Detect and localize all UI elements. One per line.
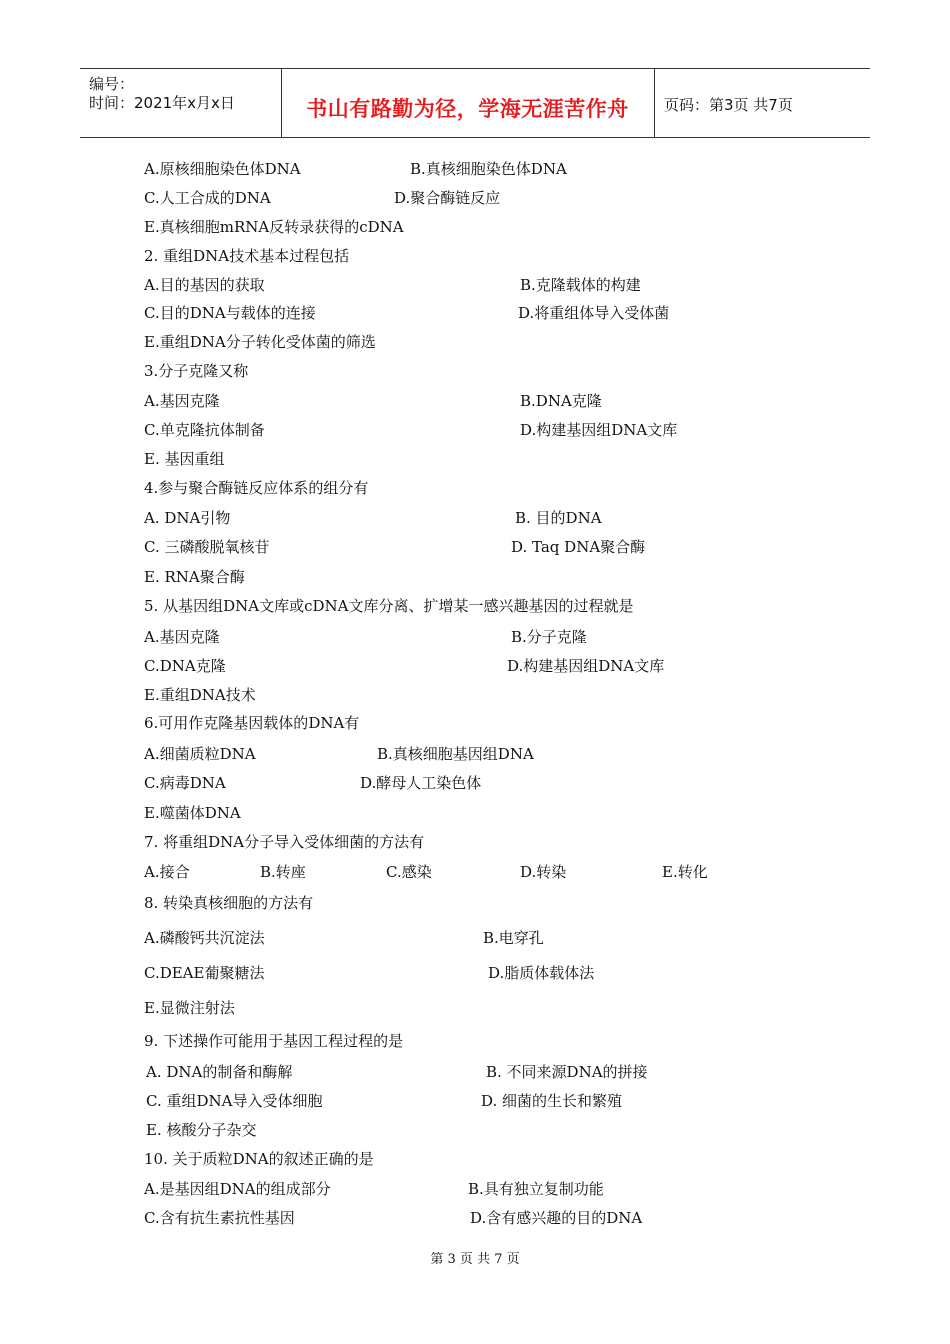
q1-option-c: C.人工合成的DNA: [144, 189, 271, 207]
q4-option-d: D. Taq DNA聚合酶: [511, 538, 646, 556]
q1-option-d: D.聚合酶链反应: [394, 189, 501, 207]
q7-option-b: B.转座: [260, 863, 306, 881]
q1-option-a: A.原核细胞染色体DNA: [144, 160, 301, 178]
q5-stem: 5. 从基因组DNA文库或cDNA文库分离、扩增某一感兴趣基因的过程就是: [144, 597, 634, 615]
q10-stem: 10. 关于质粒DNA的叙述正确的是: [144, 1150, 374, 1168]
q3-option-e: E. 基因重组: [144, 450, 225, 468]
q5-option-c: C.DNA克隆: [144, 657, 226, 675]
q9-option-d: D. 细菌的生长和繁殖: [481, 1092, 623, 1110]
q6-option-c: C.病毒DNA: [144, 774, 226, 792]
q10-option-d: D.含有感兴趣的目的DNA: [470, 1209, 643, 1227]
q5-option-b: B.分子克隆: [511, 628, 587, 646]
q3-option-c: C.单克隆抗体制备: [144, 421, 265, 439]
q6-option-b: B.真核细胞基因组DNA: [377, 745, 534, 763]
q10-option-b: B.具有独立复制功能: [468, 1180, 604, 1198]
q3-option-d: D.构建基因组DNA文库: [520, 421, 678, 439]
q2-option-b: B.克隆载体的构建: [520, 276, 641, 294]
page-number-label: 页码：第3页 共7页: [664, 96, 793, 114]
q1-option-e: E.真核细胞mRNA反转录获得的cDNA: [144, 218, 404, 236]
q7-option-a: A.接合: [144, 863, 190, 881]
page-footer: 第 3 页 共 7 页: [430, 1252, 520, 1267]
q9-option-c: C. 重组DNA导入受体细胞: [146, 1092, 323, 1110]
q6-option-d: D.酵母人工染色体: [360, 774, 482, 792]
q6-stem: 6.可用作克隆基因载体的DNA有: [144, 714, 360, 732]
header-middle-cell: [281, 69, 655, 137]
q3-option-b: B.DNA克隆: [520, 392, 602, 410]
q8-option-d: D.脂质体载体法: [488, 964, 595, 982]
q3-option-a: A.基因克隆: [144, 392, 220, 410]
q4-option-c: C. 三磷酸脱氧核苷: [144, 538, 270, 556]
q1-option-b: B.真核细胞染色体DNA: [410, 160, 567, 178]
page-header: [80, 68, 870, 138]
header-right-cell: [655, 69, 870, 137]
q4-option-e: E. RNA聚合酶: [144, 568, 245, 586]
q8-option-b: B.电穿孔: [483, 929, 544, 947]
q10-option-c: C.含有抗生素抗性基因: [144, 1209, 295, 1227]
q9-option-a: A. DNA的制备和酶解: [146, 1063, 293, 1081]
motto-text: 书山有路勤为径，学海无涯苦作舟: [306, 97, 629, 121]
q9-stem: 9. 下述操作可能用于基因工程过程的是: [144, 1032, 404, 1050]
q2-option-c: C.目的DNA与载体的连接: [144, 304, 316, 322]
q7-option-e: E.转化: [662, 863, 708, 881]
q10-option-a: A.是基因组DNA的组成部分: [144, 1180, 331, 1198]
q2-option-e: E.重组DNA分子转化受体菌的筛选: [144, 333, 376, 351]
q5-option-d: D.构建基因组DNA文库: [507, 657, 665, 675]
q9-option-b: B. 不同来源DNA的拼接: [486, 1063, 648, 1081]
q2-stem: 2. 重组DNA技术基本过程包括: [144, 247, 350, 265]
q7-stem: 7. 将重组DNA分子导入受体细菌的方法有: [144, 833, 425, 851]
q6-option-e: E.噬菌体DNA: [144, 804, 241, 822]
q8-option-e: E.显微注射法: [144, 999, 235, 1017]
time-label: 时间：2021年x月x日: [89, 94, 235, 112]
q5-option-a: A.基因克隆: [144, 628, 220, 646]
number-label: 编号：: [89, 75, 135, 93]
q4-option-b: B. 目的DNA: [515, 509, 602, 527]
q4-stem: 4.参与聚合酶链反应体系的组分有: [144, 479, 369, 497]
q3-stem: 3.分子克隆又称: [144, 362, 249, 380]
q8-stem: 8. 转染真核细胞的方法有: [144, 894, 314, 912]
q2-option-a: A.目的基因的获取: [144, 276, 265, 294]
q2-option-d: D.将重组体导入受体菌: [518, 304, 670, 322]
q8-option-a: A.磷酸钙共沉淀法: [144, 929, 265, 947]
q8-option-c: C.DEAE葡聚糖法: [144, 964, 265, 982]
q4-option-a: A. DNA引物: [144, 509, 231, 527]
q7-option-d: D.转染: [520, 863, 567, 881]
q9-option-e: E. 核酸分子杂交: [146, 1121, 257, 1139]
q6-option-a: A.细菌质粒DNA: [144, 745, 256, 763]
q5-option-e: E.重组DNA技术: [144, 686, 256, 704]
q7-option-c: C.感染: [386, 863, 432, 881]
header-left-cell: [80, 69, 282, 137]
